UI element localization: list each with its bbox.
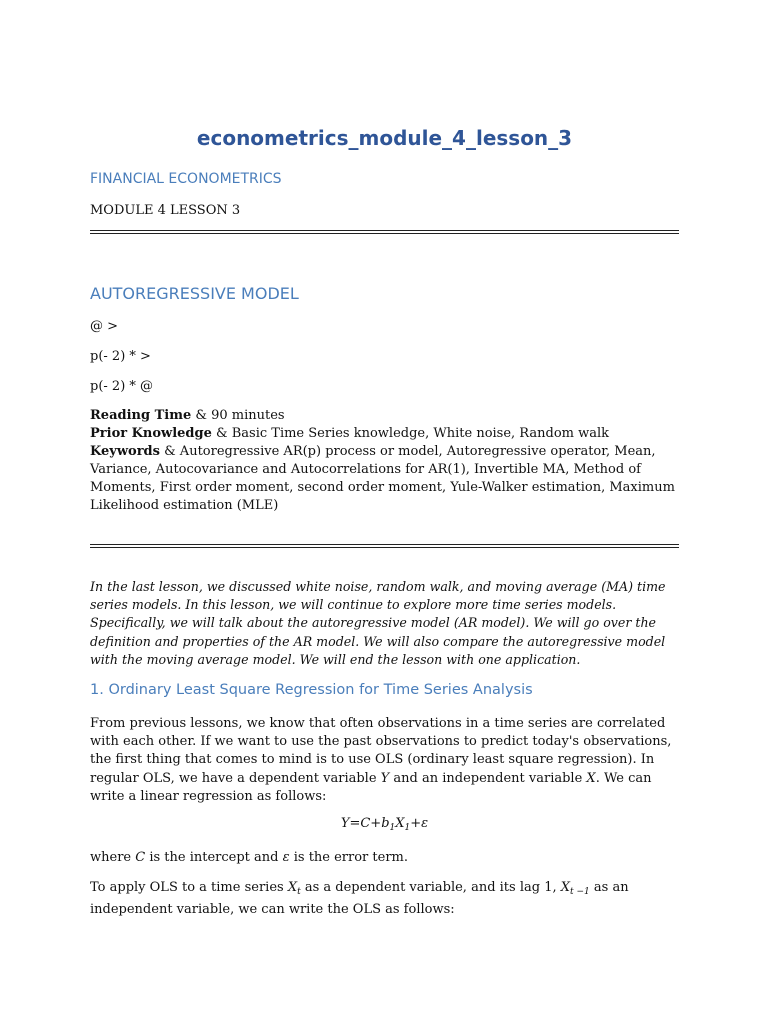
- symbol-line-2: p(- 2) * >: [90, 349, 151, 364]
- var-xlag-sub: t −1: [570, 887, 590, 897]
- ols-p3-start: To apply OLS to a time series: [90, 880, 288, 895]
- var-xt: X: [287, 880, 298, 895]
- eq-x-sub: 1: [404, 823, 411, 833]
- eq-lhs: Y=C+b: [340, 816, 390, 831]
- section-heading: AUTOREGRESSIVE MODEL: [90, 284, 299, 303]
- ols-p1-mid: and an independent variable: [389, 770, 587, 786]
- prior-knowledge-value: & Basic Time Series knowledge, White noise, Random walk: [211, 426, 610, 441]
- ols-p1-end: . We can write a linear regression as follows:: [90, 770, 652, 804]
- lesson-meta: [90, 407, 679, 515]
- divider-middle: [90, 544, 679, 548]
- ols-heading: 1. Ordinary Least Square Regression for Time Series Analysis: [90, 682, 533, 698]
- prior-knowledge-row: [90, 425, 679, 443]
- ols-paragraph-3: [90, 879, 679, 919]
- prior-knowledge-label: Prior Knowledge: [90, 426, 212, 441]
- var-xt-sub: t: [297, 887, 301, 897]
- module-label: MODULE 4 LESSON 3: [90, 203, 241, 218]
- intro-paragraph: In the last lesson, we discussed white noise, random walk, and moving average (MA) time series models. In this lesson, we will continue to explore more time series models. Specifically, we will talk about the autoregressive model (AR model). We will go over the definition and properties of the AR model. We will also compare the autoregressive model with the moving average model. We will end the lesson with one application.: [90, 579, 666, 667]
- keywords-label: Keywords: [90, 444, 160, 459]
- eq-x: X: [395, 816, 405, 831]
- ols-p2-mid: is the intercept and: [145, 850, 283, 865]
- eq-rest: +ε: [410, 816, 429, 831]
- var-c: C: [135, 850, 146, 865]
- keywords-row: [90, 443, 679, 515]
- ols-paragraph-2: [90, 849, 679, 867]
- reading-time-label: Reading Time: [90, 408, 192, 423]
- var-y: Y: [380, 770, 390, 786]
- symbol-line-3: p(- 2) * @: [90, 379, 154, 394]
- ols-p3-mid: as a dependent variable, and its lag 1,: [300, 880, 561, 895]
- eq-b-sub: 1: [389, 823, 396, 833]
- var-xlag: X: [560, 880, 571, 895]
- ols-p2-start: where: [90, 850, 136, 865]
- var-x: X: [586, 770, 596, 786]
- ols-p3-end: as an independent variable, we can write the OLS as follows:: [90, 880, 629, 918]
- regression-equation: [90, 816, 679, 833]
- course-name: FINANCIAL ECONOMETRICS: [90, 171, 282, 187]
- document-title: econometrics_module_4_lesson_3: [196, 126, 573, 150]
- reading-time-value: & 90 minutes: [191, 408, 285, 423]
- symbol-line-1: @ >: [90, 319, 119, 334]
- divider-top: [90, 230, 679, 234]
- var-epsilon: ε: [282, 850, 290, 865]
- ols-p2-end: is the error term.: [289, 850, 408, 865]
- ols-paragraph-1: [90, 715, 679, 806]
- keywords-value: & Autoregressive AR(p) process or model, Autoregressive operator, Mean, Variance, Autocovariance and Autocorrelations for AR(1), Invertible MA, Method of Moments, First order moment, second order moment, Yule-Walker estimation, Maximum Likelihood estimation (MLE): [90, 444, 675, 513]
- ols-p1-text: From previous lessons, we know that often observations in a time series are correlated with each other. If we want to use the past observations to predict today's observations, the first thing that comes to mind is to use OLS (ordinary least square regression). In regular OLS, we have a dependent variable: [90, 716, 672, 786]
- reading-time-row: [90, 407, 679, 425]
